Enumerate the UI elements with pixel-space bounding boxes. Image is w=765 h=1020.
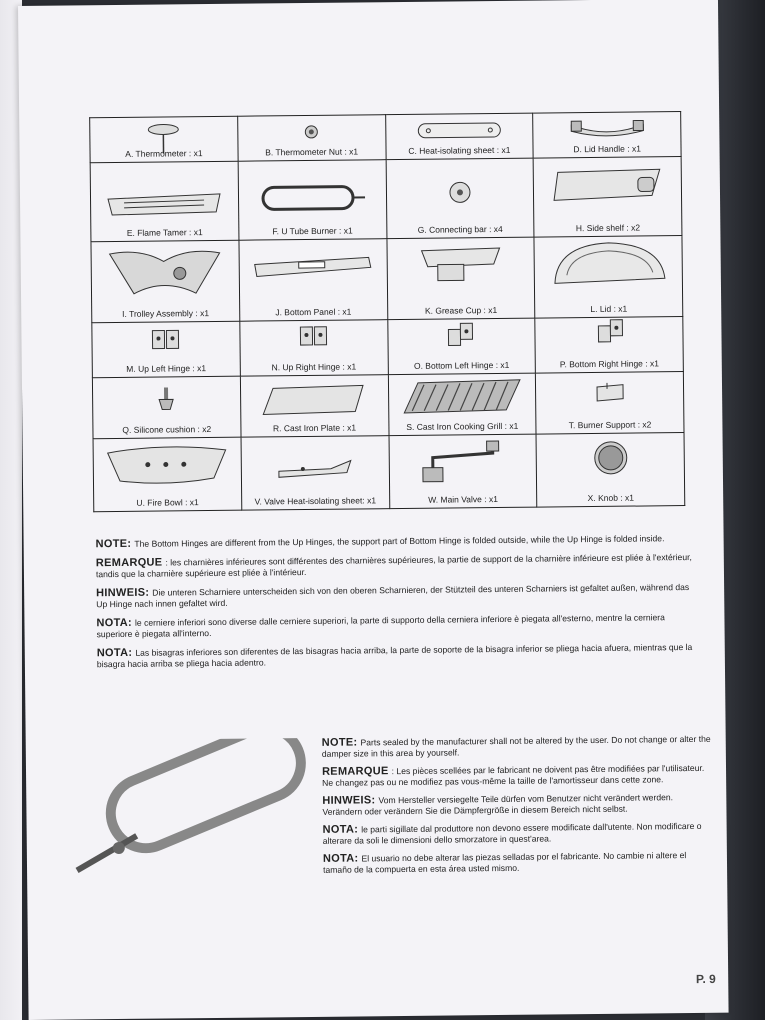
part-label-r: R. Cast Iron Plate : x1 — [272, 422, 357, 434]
note-es: NOTA: Las bisagras inferiores son diferentes de las bisagras hacia arriba, la parte de soporte de la bisagra inferior se pliega hacia afuera, mientras que la bisagra hacia arriba se pliega hacia adentro. — [96, 641, 693, 670]
plate-icon — [259, 381, 369, 418]
part-cell-n — [240, 320, 388, 377]
part-cell-x — [536, 433, 685, 508]
part-label-m: M. Up Left Hinge : x1 — [126, 363, 207, 374]
note-it: NOTA: le cerniere inferiori sono diverse dalle cerniere superiori, la parte di supporto della cerniera inferiore è piegata all'esterno, mentre la cerniera superiore è piegata all'interno. — [96, 612, 665, 640]
part-cell-e — [90, 161, 239, 242]
part-label-s: S. Cast Iron Cooking Grill : x1 — [406, 420, 519, 432]
handle-icon — [567, 116, 647, 139]
part-cell-w — [389, 434, 538, 509]
grease-cup-icon — [413, 244, 507, 289]
part-cell-s — [388, 373, 536, 436]
part-cell-a — [90, 116, 238, 163]
part-cell-l — [534, 236, 683, 319]
part-cell-b — [237, 115, 385, 162]
part-cell-h — [533, 157, 682, 238]
part-cell-u — [93, 437, 242, 512]
manual-page — [18, 0, 729, 1020]
part-label-w: W. Main Valve : x1 — [428, 494, 498, 505]
sealed-note-en: NOTE: Parts sealed by the manufacturer shall not be altered by the user. Do not change or alter the damper size in this area by yourself. — [321, 733, 711, 759]
part-cell-o — [387, 318, 535, 375]
part-label-f: F. U Tube Burner : x1 — [272, 225, 353, 237]
note-en: NOTE: The Bottom Hinges are different from the Up Hinges, the support part of Bottom Hinge is folded outside, while the Up Hinge is folded inside. — [95, 533, 665, 551]
fire-bowl-icon — [104, 442, 230, 491]
bottom-left-hinge-icon — [444, 321, 478, 349]
part-label-u: U. Fire Bowl : x1 — [136, 497, 199, 508]
part-cell-c — [385, 113, 533, 160]
part-cell-g — [386, 158, 535, 239]
page-number: P. 9 — [695, 971, 716, 987]
part-label-d: D. Lid Handle : x1 — [573, 143, 641, 155]
parts-grid — [89, 111, 685, 512]
part-label-j: J. Bottom Panel : x1 — [275, 306, 352, 318]
part-cell-q — [92, 376, 240, 439]
sealed-note-es: NOTA: El usuario no debe alterar las piezas selladas por el fabricante. No cambie ni altere el tamaño de la compuerta en esta área usted mismo. — [322, 850, 687, 875]
sheet-icon — [416, 120, 502, 141]
part-cell-j — [239, 239, 388, 322]
bottom-right-hinge-icon — [592, 318, 626, 344]
support-icon — [593, 379, 627, 405]
note-fr: REMARQUE : les charnières inférieures sont différentes des charnières supérieures, la partie de support de la charnière inférieure est pliée à l'extérieur, tandis que la charnière supérieure est pliée à l'intérieur. — [95, 551, 692, 580]
part-label-l: L. Lid : x1 — [590, 303, 628, 315]
part-cell-f — [238, 160, 387, 241]
part-cell-d — [533, 112, 681, 159]
part-label-t: T. Burner Support : x2 — [568, 419, 652, 431]
part-label-e: E. Flame Tamer : x1 — [126, 227, 203, 238]
cushion-icon — [156, 385, 176, 413]
part-cell-t — [536, 372, 684, 435]
trolley-icon — [100, 243, 231, 306]
part-label-i: I. Trolley Assembly : x1 — [122, 308, 210, 319]
part-label-o: O. Bottom Left Hinge : x1 — [413, 359, 510, 371]
part-label-a: A. Thermometer : x1 — [125, 148, 203, 159]
grill-icon — [400, 378, 524, 417]
part-label-p: P. Bottom Right Hinge : x1 — [559, 358, 659, 370]
hinge-notes — [96, 533, 697, 678]
panel-icon — [251, 253, 375, 284]
part-cell-r — [240, 375, 388, 438]
sealed-parts-notes — [322, 734, 713, 883]
part-cell-k — [386, 237, 535, 320]
part-label-b: B. Thermometer Nut : x1 — [265, 146, 359, 158]
part-label-h: H. Side shelf : x2 — [575, 222, 641, 234]
note-de: HINWEIS: Die unteren Scharniere unterscheiden sich von den oberen Scharnieren, der Stützteil des unteren Scharniers ist gefaltet außen, während das Up Hinge nach innen gefaltet wird. — [96, 582, 690, 610]
nut-icon — [301, 124, 321, 140]
part-label-n: N. Up Right Hinge : x1 — [271, 361, 357, 373]
up-left-hinge-icon — [149, 326, 183, 352]
part-label-c: C. Heat-isolating sheet : x1 — [408, 144, 511, 156]
up-right-hinge-icon — [296, 323, 330, 349]
shelf-icon — [547, 165, 667, 212]
sealed-note-it: NOTA: le parti sigillate dal produttore non devono essere modificate dall'utente. Non modificare o alterare da soli le dimensioni dello smorzatore in quest'area. — [322, 820, 702, 846]
part-cell-v — [241, 436, 390, 511]
part-cell-m — [92, 321, 240, 378]
lid-icon — [546, 238, 671, 289]
burner-tube-diagram — [66, 738, 318, 891]
burner-icon — [257, 178, 367, 219]
part-label-q: Q. Silicone cushion : x2 — [122, 424, 212, 435]
flame-tamer-icon — [104, 192, 224, 219]
knob-icon — [590, 438, 630, 478]
part-cell-i — [91, 240, 240, 323]
part-label-x: X. Knob : x1 — [587, 492, 635, 504]
part-label-g: G. Connecting bar : x4 — [417, 223, 503, 235]
sealed-note-de: HINWEIS: Vom Hersteller versiegelte Teile dürfen vom Benutzer nicht verändert werden. Verändern oder verändern Sie die Dämpfergröße in diesem Bereich nicht selbst. — [322, 792, 674, 817]
part-label-v: V. Valve Heat-isolating sheet: x1 — [254, 495, 377, 507]
bar-icon — [445, 179, 475, 205]
sealed-note-fr: REMARQUE : Les pièces scellées par le fabricant ne doivent pas être modifiées par l'utilisateur. Ne changez pas ou ne modifiez pas vous-même la taille de l'amortisseur dans cette zone. — [321, 762, 705, 788]
part-label-k: K. Grease Cup : x1 — [424, 304, 498, 316]
part-cell-p — [535, 317, 683, 374]
valve-sheet-icon — [275, 450, 355, 479]
valve-icon — [412, 437, 513, 490]
